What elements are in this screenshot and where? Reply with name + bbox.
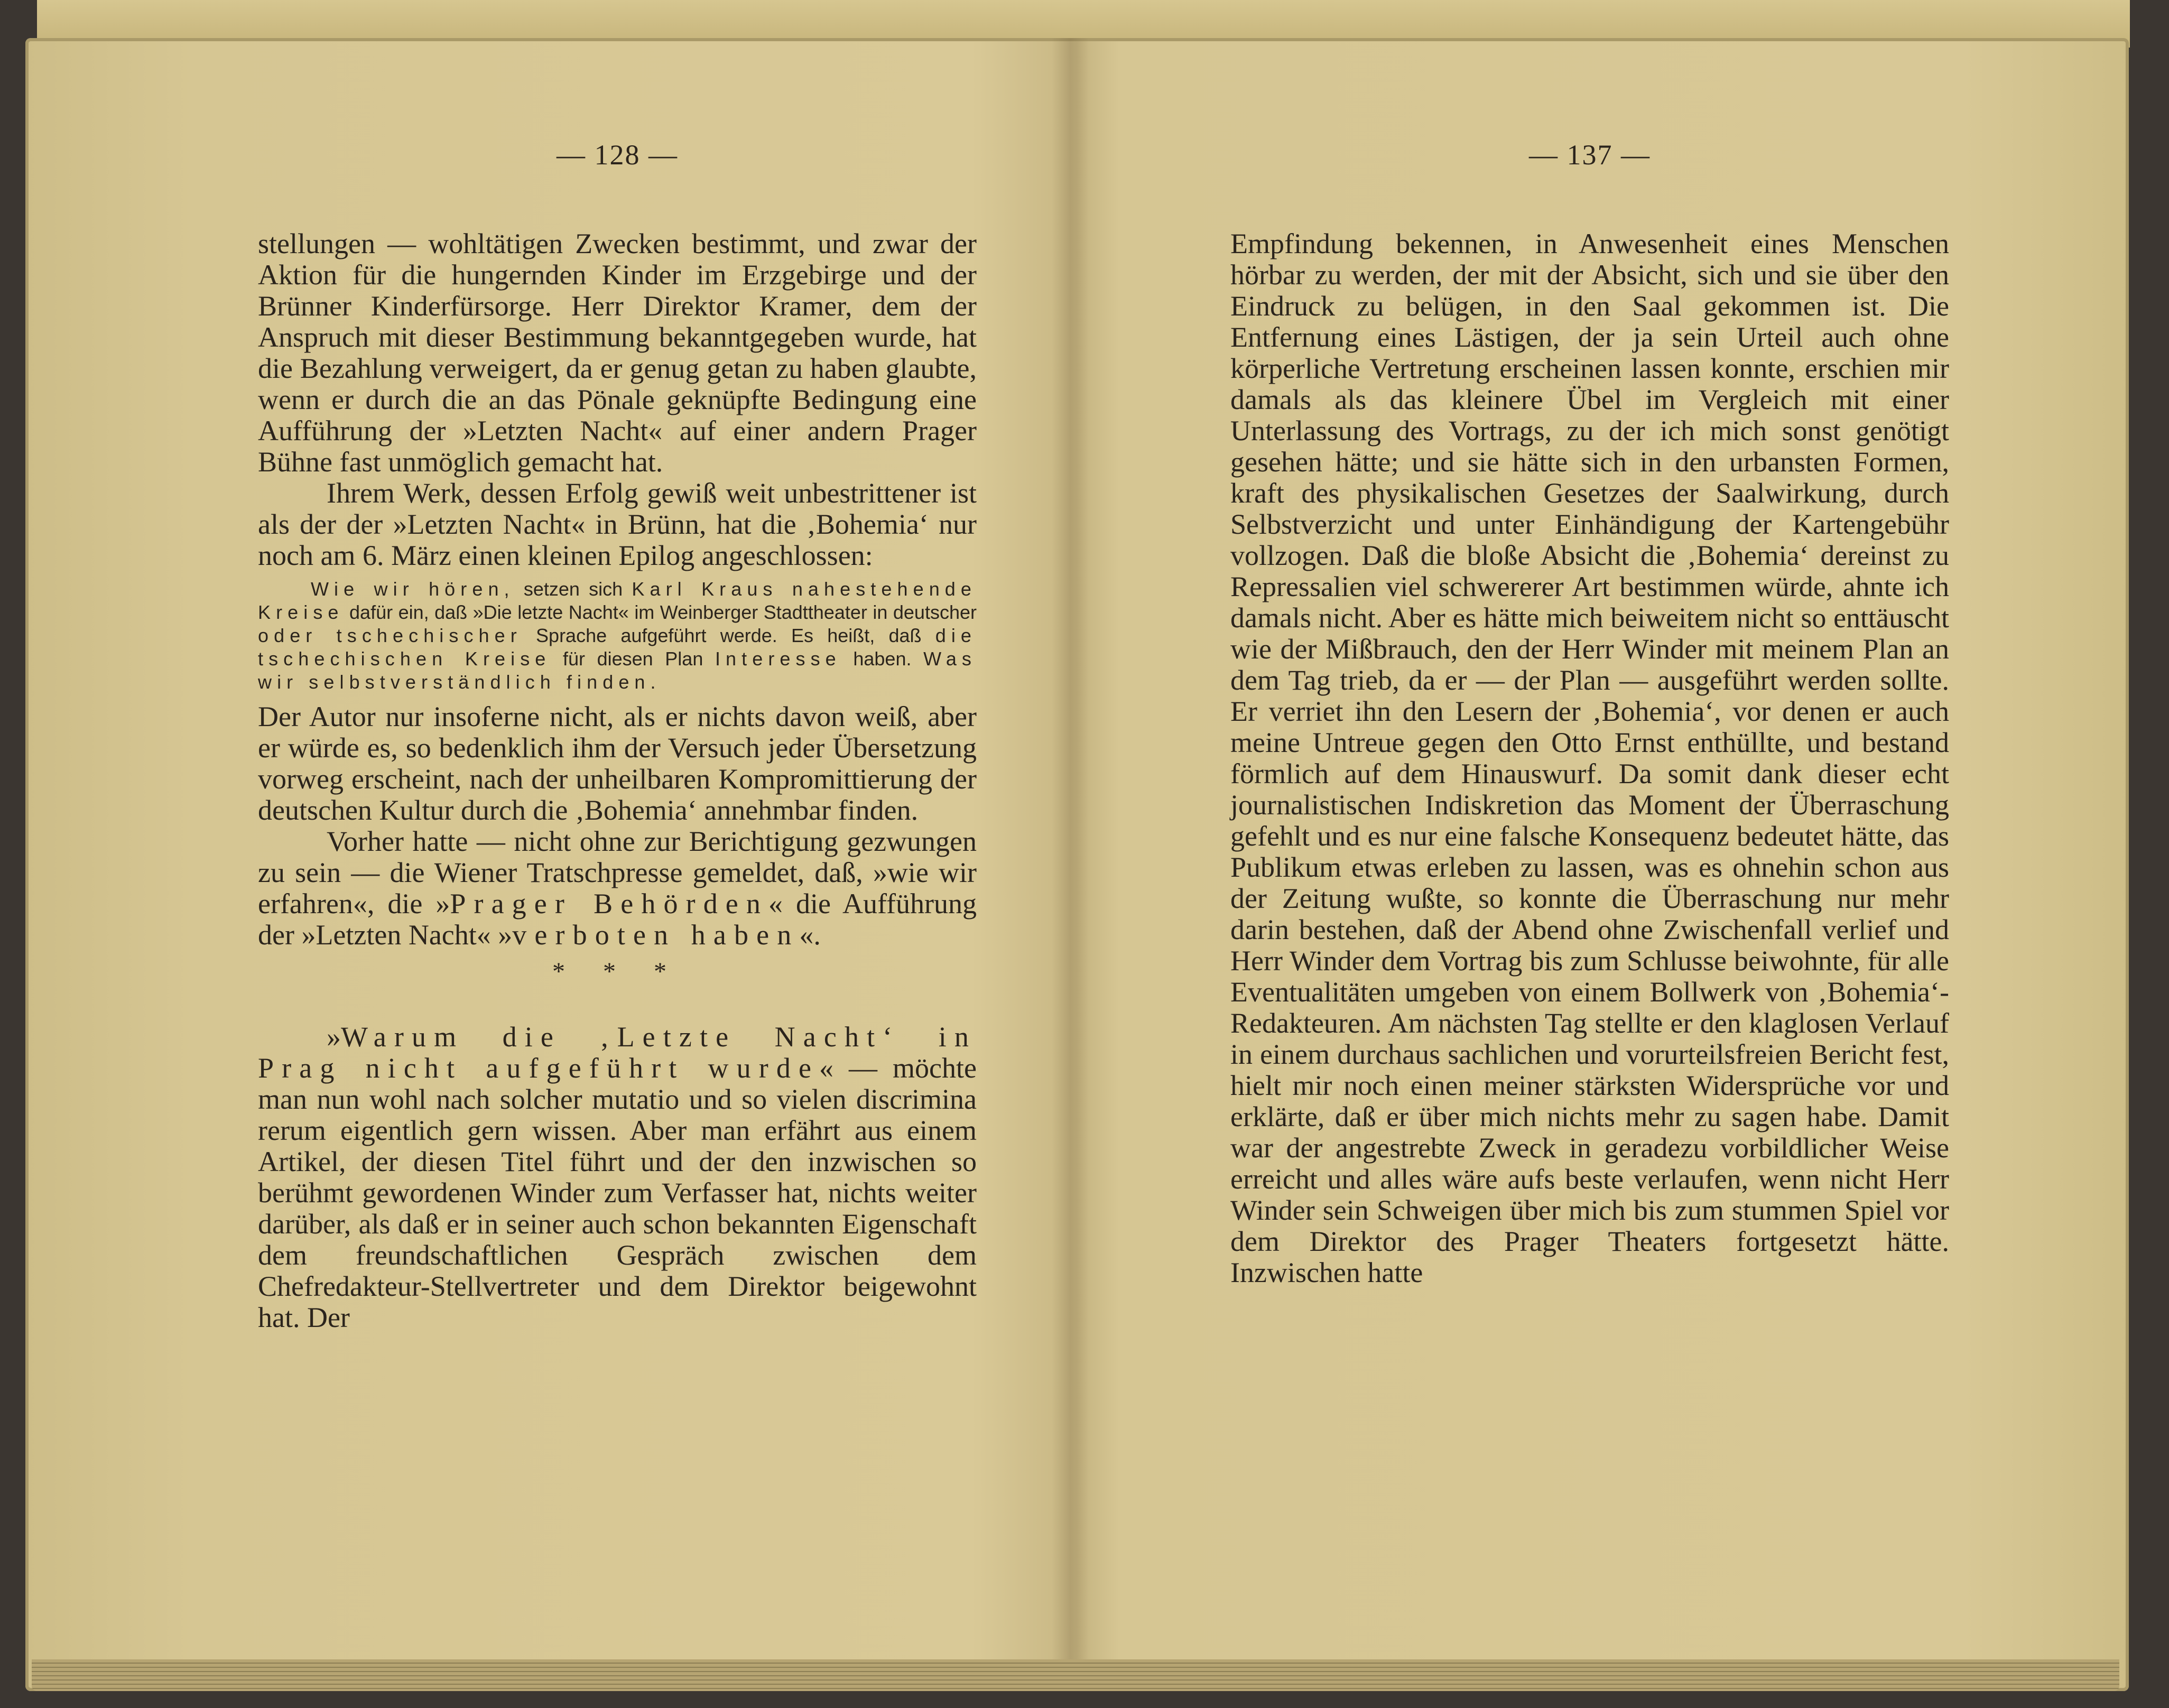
newspaper-quote <box>258 578 977 694</box>
quote-segment: haben. <box>841 648 924 670</box>
page-number-left: — 128 — <box>557 139 678 171</box>
section-divider: * * * <box>552 958 682 986</box>
paragraph <box>258 1022 977 1333</box>
quote-emphasis: Was wir selbstverständlich finden. <box>258 648 977 693</box>
quote-emphasis: Karl Kraus nahestehende Kreise <box>258 578 977 623</box>
text-segment: » <box>327 1021 341 1053</box>
quote-segment: Sprache aufgeführt werde. Es heißt, daß <box>522 625 935 646</box>
text-segment: « die Aufführung der »Letzten Nacht« » <box>258 888 977 951</box>
paragraph: stellungen — wohltätigen Zwecken bestimmt, und zwar der Aktion für die hungernden Kinder im Erzgebirge und der Brünner Kinderfürsorge. Herr Direktor Kramer, dem der Anspruch mit dieser Bestimmung bekanntgegeben wurde, hat die Bezahlung verweigert, da er genug getan zu haben glaubte, wenn er durch die an das Pönale geknüpfte Bedingung eine Aufführung der »Letzten Nacht« auf einer andern Prager Bühne fast unmöglich gemacht hat. <box>258 228 977 478</box>
book-gutter <box>1052 38 1089 1691</box>
quote-segment: dafür ein, daß »Die letzte Nacht« im Weinberger Stadttheater in deutscher <box>344 601 977 623</box>
text-segment: « — möchte man nun wohl nach solcher mutatio und so vielen discrimina rerum eigentlich gern wissen. Aber man erfährt aus einem Artikel, der diesen Titel führt und der den inzwischen so berühmt gewordenen Winder zum Verfasser hat, nichts weiter darüber, als daß er in seiner auch schon bekannten Eigenschaft dem freundschaftlichen Gespräch zwischen dem Chefredakteur-Stellvertreter und dem Direktor beigewohnt hat. Der <box>258 1052 977 1333</box>
quote-emphasis: Interesse <box>715 648 841 670</box>
text-emphasis: verboten haben <box>512 919 800 951</box>
paragraph: Ihrem Werk, dessen Erfolg gewiß weit unbestrittener ist als der der »Letzten Nacht« in Brünn, hat die ‚Bohemia‘ nur noch am 6. März einen kleinen Epilog angeschlossen: <box>258 477 977 571</box>
page-number-right: — 137 — <box>1529 139 1651 171</box>
quote-text <box>258 578 977 694</box>
quote-segment: für diesen Plan <box>551 648 715 670</box>
quote-emphasis: oder tschechischer <box>258 625 522 646</box>
paragraph <box>258 826 977 951</box>
text-segment: Vorher hatte — nicht ohne zur Berichtigung gezwungen zu sein — die Wiener Tratschpresse gemeldet, daß, »wie wir erfahren«, die » <box>258 825 977 920</box>
text-emphasis: Prager Behörden <box>450 888 769 920</box>
page-edges <box>32 1659 2119 1691</box>
quote-segment: setzen sich <box>514 578 632 600</box>
paragraph: Der Autor nur insoferne nicht, als er nichts davon weiß, aber er würde es, so bedenklich ihm der Versuch jeder Übersetzung vorweg erscheint, nach der unheilbaren Kompromittierung der deutschen Kultur durch die ‚Bohemia‘ annehmbar finden. <box>258 701 977 826</box>
text-emphasis: Warum die ‚Letzte Nacht‘ in Prag nicht aufgeführt wurde <box>258 1021 977 1084</box>
quote-emphasis: Wie wir hören, <box>311 578 515 600</box>
quote-emphasis: die tschechischen Kreise <box>258 625 977 670</box>
left-page-body <box>258 228 977 1333</box>
right-page-body <box>1230 228 1949 1288</box>
paragraph: Empfindung bekennen, in Anwesenheit eines Menschen hörbar zu werden, der mit der Absicht, sich und sie über den Eindruck zu belügen, in den Saal gekommen ist. Die Entfernung eines Lästigen, der ja sein Urteil auch ohne körperliche Vertretung erscheinen lassen konnte, erschien mir damals als das kleinere Übel im Vergleich mit einer Unterlassung des Vortrags, zu der ich mich sonst genötigt gesehen hätte; und sie hätte sich in den urbansten Formen, kraft des physikalischen Gesetzes der Saalwirkung, durch Selbstverzicht und unter Einhändigung der Kartengebühr vollzogen. Daß die bloße Absicht die ‚Bohemia‘ dereinst zu Repressalien viel schwererer Art bestimmen würde, ahnte ich damals nicht. Aber es hätte mich beiweitem nicht so enttäuscht wie der Mißbrauch, den der Herr Winder mit meinem Plan an dem Tag trieb, da er — der Plan — ausgeführt werden sollte. Er verriet ihn den Lesern der ‚Bohemia‘, vor denen er auch meine Untreue gegen den Otto Ernst enthüllte, und bestand förmlich auf dem Hinauswurf. Da somit dank dieser echt journalistischen Indiskretion das Moment der Überraschung gefehlt und es nur eine falsche Konsequenz bedeutet hätte, das Publikum etwas erleben zu lassen, was es ohnehin schon aus der Zeitung wußte, so konnte die Überraschung nur mehr darin bestehen, daß der Abend ohne Zwischenfall verlief und Herr Winder dem Vortrag bis zum Schlusse beiwohnte, für alle Eventualitäten umgeben von einem Bollwerk von ‚Bohemia‘-Redakteuren. Am nächsten Tag stellte er den klaglosen Verlauf in einem durchaus sachlichen und vorurteilsfreien Bericht fest, hielt mir noch einen meiner stärksten Widersprüche vor und erklärte, daß er über mich nichts mehr zu sagen habe. Damit war der angestrebte Zweck in geradezu vorbildlicher Weise erreicht und alles wäre aufs beste verlaufen, wenn nicht Herr Winder sein Schweigen über mich bis zum stummen Spiel vor dem Direktor des Prager Theaters fortgesetzt hätte. Inzwischen hatte <box>1230 228 1949 1288</box>
text-segment: «. <box>799 919 821 951</box>
